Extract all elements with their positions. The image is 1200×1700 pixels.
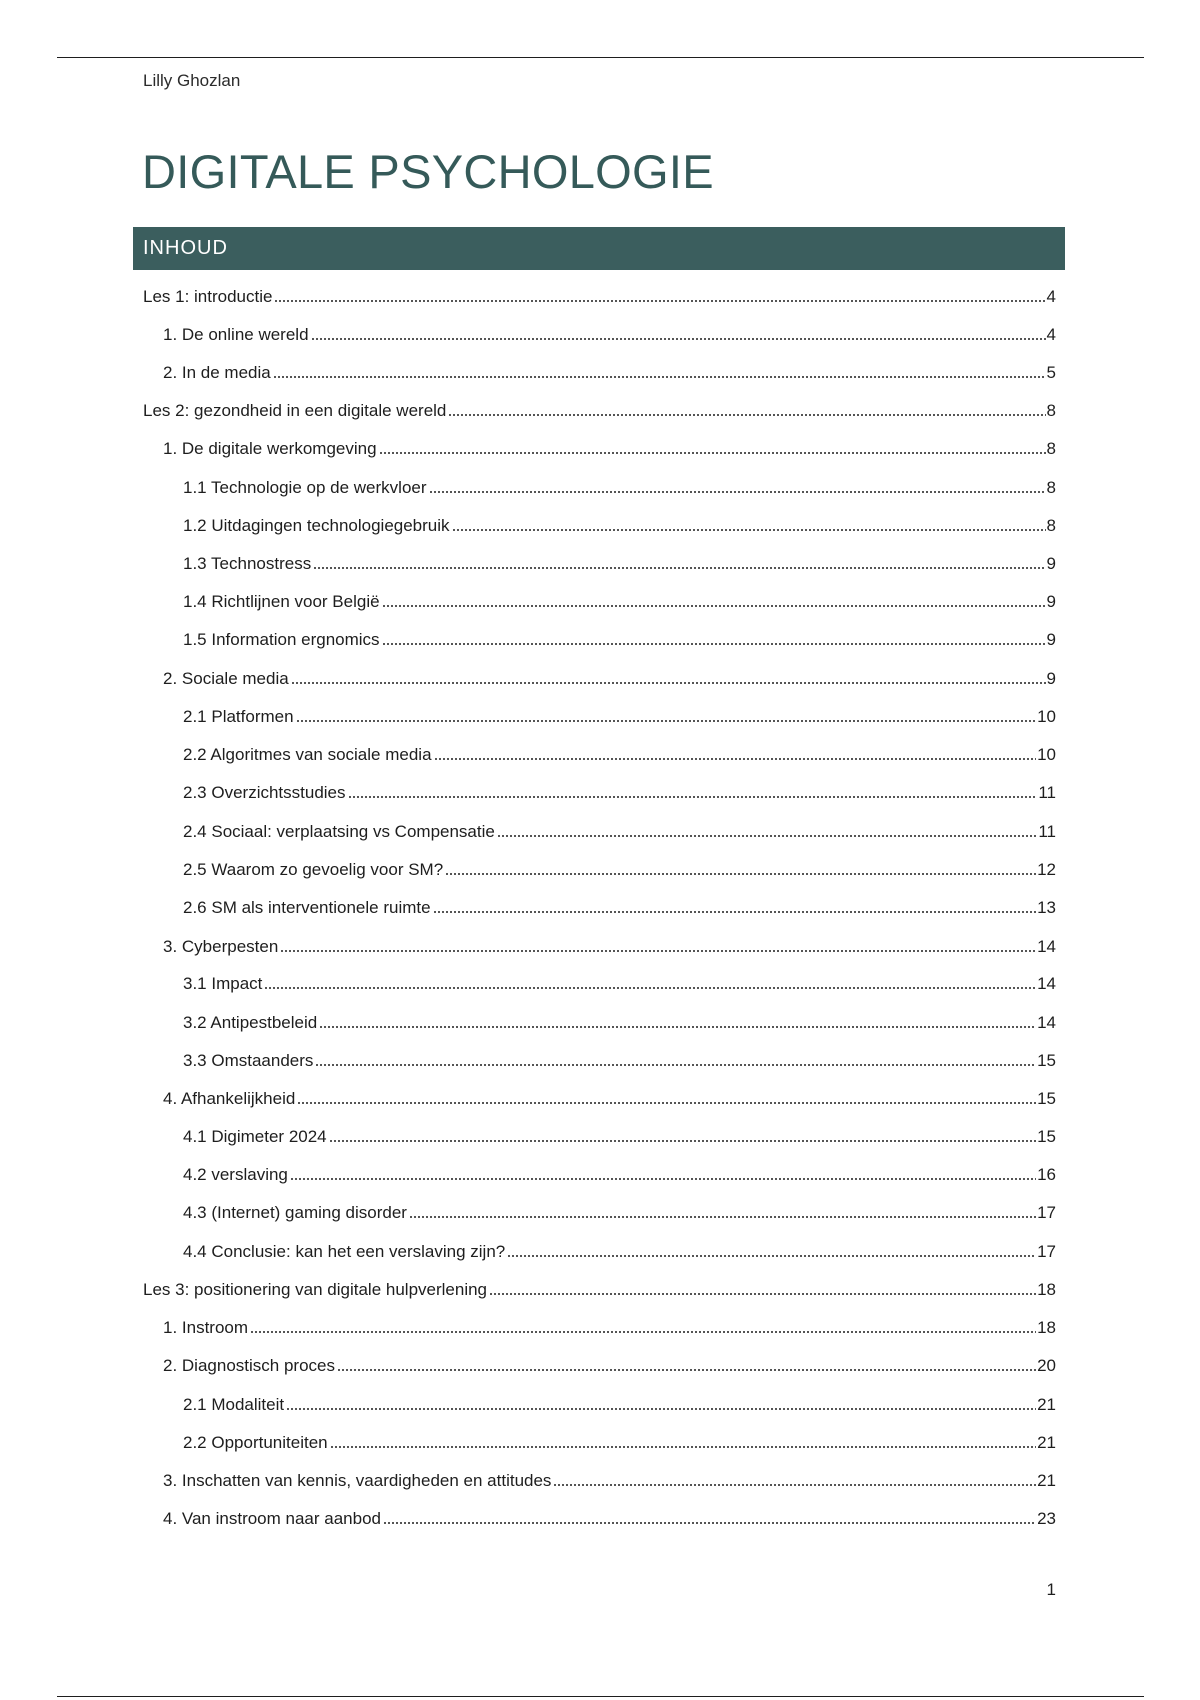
toc-entry-page: 15 <box>1037 1127 1056 1146</box>
toc-entry[interactable] <box>183 1161 1056 1185</box>
toc-entry-title: Les 3: positionering van digitale hulpverlening <box>143 1280 488 1299</box>
dot-leader <box>319 1026 1036 1028</box>
toc-entry-page: 20 <box>1037 1356 1056 1375</box>
toc-entry-title: 2. Diagnostisch proces <box>163 1356 335 1375</box>
toc-entry[interactable] <box>183 1238 1056 1262</box>
toc-entry-page: 15 <box>1037 1051 1056 1070</box>
toc-entry-page: 9 <box>1046 669 1056 688</box>
toc-entry[interactable] <box>163 1467 1056 1491</box>
dot-leader <box>497 835 1038 837</box>
toc-entry-title: 2.6 SM als interventionele ruimte <box>183 898 431 917</box>
toc-entry[interactable] <box>183 1123 1056 1147</box>
toc-entry-title: 1.5 Information ergnomics <box>183 630 380 649</box>
dot-leader <box>330 1446 1036 1448</box>
dot-leader <box>429 491 1046 493</box>
dot-leader <box>290 1178 1036 1180</box>
toc-entry-title: 2.1 Modaliteit <box>183 1395 285 1414</box>
dot-leader <box>297 1102 1036 1104</box>
dot-leader <box>296 720 1037 722</box>
toc-entry-title: 3.3 Omstaanders <box>183 1051 314 1070</box>
toc-entry[interactable] <box>143 283 1056 307</box>
toc-entry-title: Les 1: introductie <box>143 287 273 306</box>
dot-leader <box>553 1484 1036 1486</box>
toc-entry-page: 21 <box>1037 1471 1056 1490</box>
dot-leader <box>379 452 1046 454</box>
toc-entry-page: 11 <box>1038 822 1056 841</box>
toc-entry[interactable] <box>183 588 1056 612</box>
toc-entry-page: 16 <box>1037 1165 1056 1184</box>
toc-entry[interactable] <box>183 626 1056 650</box>
footer-rule <box>57 1696 1144 1697</box>
page-number: 1 <box>1046 1580 1056 1599</box>
toc-entry-page: 9 <box>1046 554 1056 573</box>
dot-leader <box>507 1255 1036 1257</box>
toc-entry-page: 11 <box>1038 783 1056 802</box>
toc-entry-page: 21 <box>1037 1395 1056 1414</box>
toc-entry[interactable] <box>183 818 1056 842</box>
toc-entry-page: 5 <box>1046 363 1056 382</box>
dot-leader <box>329 1140 1036 1142</box>
toc-entry-page: 21 <box>1037 1433 1056 1452</box>
toc-entry[interactable] <box>163 1085 1056 1109</box>
dot-leader <box>311 338 1046 340</box>
toc-heading: INHOUD <box>143 237 228 259</box>
toc-entry[interactable] <box>143 1276 1056 1300</box>
dot-leader <box>409 1216 1036 1218</box>
toc-entry-page: 4 <box>1046 287 1056 306</box>
dot-leader <box>434 758 1037 760</box>
toc-entry-title: 4. Van instroom naar aanbod <box>163 1509 381 1528</box>
toc-entry-title: 2.4 Sociaal: verplaatsing vs Compensatie <box>183 822 495 841</box>
toc-entry-page: 8 <box>1046 401 1056 420</box>
toc-entry-page: 18 <box>1037 1318 1056 1337</box>
dot-leader <box>313 567 1045 569</box>
toc-entry-title: 4.4 Conclusie: kan het een verslaving zijn? <box>183 1242 506 1261</box>
dot-leader <box>382 643 1046 645</box>
header-rule <box>57 57 1144 58</box>
dot-leader <box>448 414 1045 416</box>
toc-entry-title: 1.4 Richtlijnen voor België <box>183 592 380 611</box>
dot-leader <box>273 376 1046 378</box>
dot-leader <box>337 1369 1036 1371</box>
toc-entry-title: 2.2 Algoritmes van sociale media <box>183 745 432 764</box>
toc-entry[interactable] <box>183 703 1056 727</box>
dot-leader <box>264 987 1036 989</box>
toc-entry[interactable] <box>183 1009 1056 1033</box>
toc-entry-page: 9 <box>1046 592 1056 611</box>
toc-entry-title: 4.1 Digimeter 2024 <box>183 1127 327 1146</box>
toc-entry[interactable] <box>183 741 1056 765</box>
toc-entry-page: 8 <box>1046 439 1056 458</box>
toc-entry-title: 3.2 Antipestbeleid <box>183 1013 318 1032</box>
toc-entry[interactable] <box>163 359 1056 383</box>
toc-entry-title: 2.2 Opportuniteiten <box>183 1433 328 1452</box>
toc-entry-title: 1.2 Uitdagingen technologiegebruik <box>183 516 450 535</box>
toc-entry-title: 1. Instroom <box>163 1318 249 1337</box>
toc-entry-page: 8 <box>1046 516 1056 535</box>
toc-entry[interactable] <box>163 933 1056 957</box>
dot-leader <box>445 873 1036 875</box>
toc-entry-page: 14 <box>1037 937 1056 956</box>
toc-entry-title: Les 2: gezondheid in een digitale wereld <box>143 401 447 420</box>
toc-entry-title: 4.3 (Internet) gaming disorder <box>183 1203 407 1222</box>
toc-heading-banner <box>133 227 1065 270</box>
toc-entry-page: 12 <box>1037 860 1056 879</box>
toc-entry[interactable] <box>143 397 1056 421</box>
toc-entry-title: 1. De digitale werkomgeving <box>163 439 377 458</box>
dot-leader <box>274 300 1045 302</box>
dot-leader <box>382 605 1046 607</box>
toc-entry-page: 13 <box>1037 898 1056 917</box>
toc-entry-title: 2.3 Overzichtsstudies <box>183 783 346 802</box>
toc-entry[interactable] <box>183 1047 1056 1071</box>
toc-entry[interactable] <box>183 856 1056 880</box>
toc-entry[interactable] <box>183 1391 1056 1415</box>
toc-entry[interactable] <box>183 779 1056 803</box>
toc-entry-page: 17 <box>1037 1203 1056 1222</box>
toc-entry-page: 4 <box>1046 325 1056 344</box>
toc-entry[interactable] <box>183 1199 1056 1223</box>
toc-entry[interactable] <box>183 1429 1056 1453</box>
dot-leader <box>280 950 1036 952</box>
toc-entry-page: 9 <box>1046 630 1056 649</box>
toc-entry-title: 3.1 Impact <box>183 974 263 993</box>
dot-leader <box>348 796 1038 798</box>
toc-entry[interactable] <box>163 435 1056 459</box>
toc-entry-page: 18 <box>1037 1280 1056 1299</box>
toc-entry[interactable] <box>163 665 1056 689</box>
toc-entry-title: 2. In de media <box>163 363 271 382</box>
dot-leader <box>489 1293 1036 1295</box>
toc-entry-title: 3. Cyberpesten <box>163 937 279 956</box>
toc-entry-title: 3. Inschatten van kennis, vaardigheden en attitudes <box>163 1471 552 1490</box>
toc-entry-title: 2.1 Platformen <box>183 707 294 726</box>
toc-entry[interactable] <box>183 474 1056 498</box>
toc-entry-title: 4. Afhankelijkheid <box>163 1089 296 1108</box>
toc-entry-page: 17 <box>1037 1242 1056 1261</box>
toc-entry-page: 15 <box>1037 1089 1056 1108</box>
dot-leader <box>433 911 1037 913</box>
toc-entry-title: 2. Sociale media <box>163 669 289 688</box>
toc-entry-page: 23 <box>1037 1509 1056 1528</box>
toc-entry-title: 2.5 Waarom zo gevoelig voor SM? <box>183 860 444 879</box>
dot-leader <box>315 1064 1036 1066</box>
toc-entry[interactable] <box>183 512 1056 536</box>
toc-entry[interactable] <box>183 970 1056 994</box>
toc-entry[interactable] <box>183 550 1056 574</box>
toc-entry[interactable] <box>163 1352 1056 1376</box>
toc-entry-title: 1.3 Technostress <box>183 554 312 573</box>
toc-entry-page: 14 <box>1037 974 1056 993</box>
dot-leader <box>286 1408 1036 1410</box>
toc-entry[interactable] <box>163 1505 1056 1529</box>
toc-entry[interactable] <box>163 1314 1056 1338</box>
toc-entry-title: 4.2 verslaving <box>183 1165 288 1184</box>
dot-leader <box>291 682 1046 684</box>
document-title: DIGITALE PSYCHOLOGIE <box>142 145 714 198</box>
dot-leader <box>452 529 1046 531</box>
toc-entry-page: 10 <box>1037 745 1056 764</box>
dot-leader <box>250 1331 1036 1333</box>
author-name: Lilly Ghozlan <box>143 71 241 90</box>
toc-entry-title: 1. De online wereld <box>163 325 309 344</box>
toc-entry-page: 14 <box>1037 1013 1056 1032</box>
toc-entry-page: 10 <box>1037 707 1056 726</box>
dot-leader <box>383 1522 1036 1524</box>
toc-entry-page: 8 <box>1046 478 1056 497</box>
toc-entry[interactable] <box>163 321 1056 345</box>
toc-entry-title: 1.1 Technologie op de werkvloer <box>183 478 427 497</box>
toc-entry[interactable] <box>183 894 1056 918</box>
